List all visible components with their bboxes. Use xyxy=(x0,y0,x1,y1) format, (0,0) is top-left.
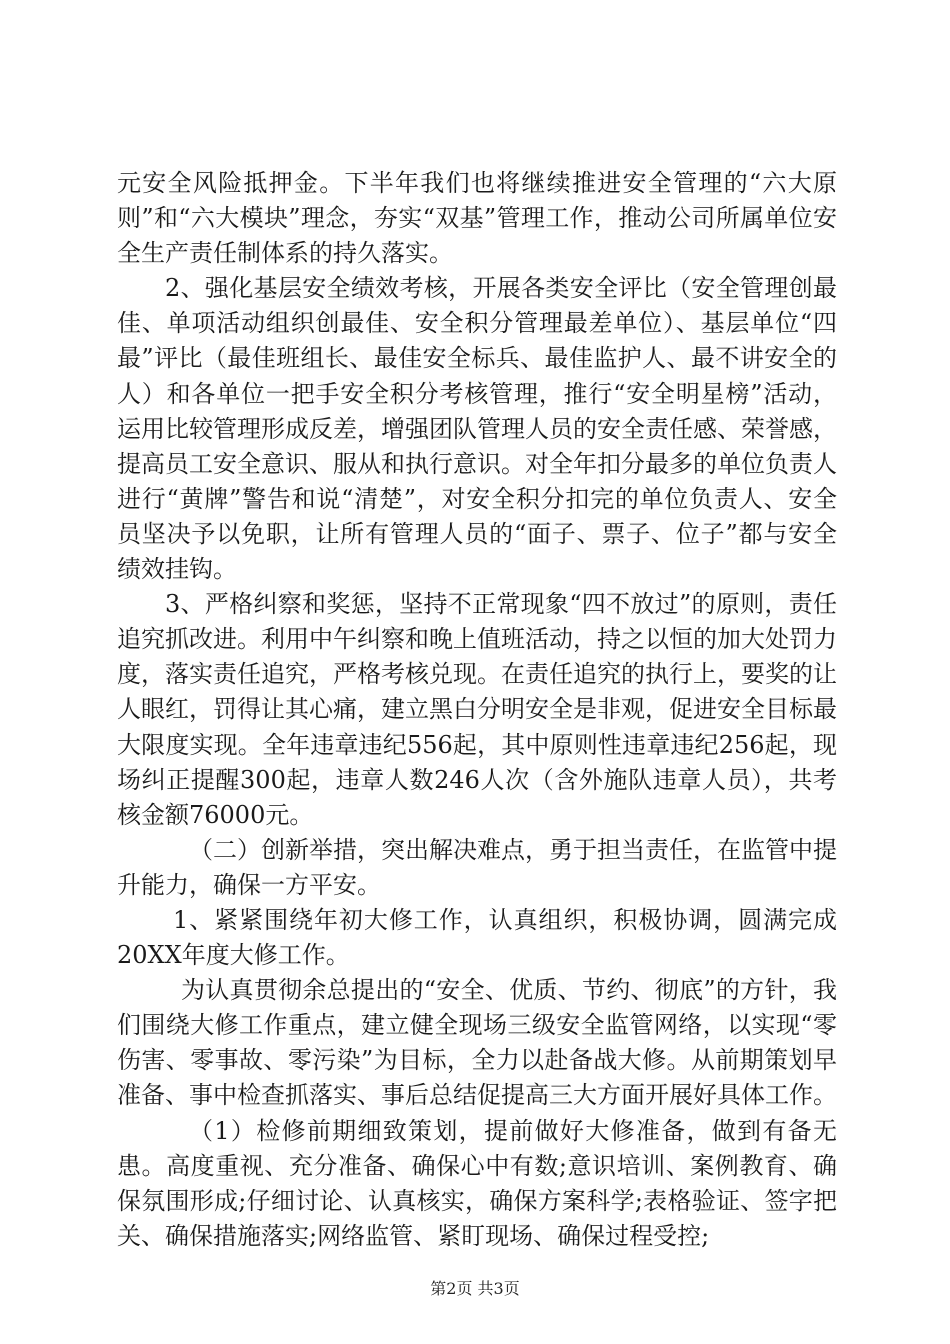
paragraph-item-2: 2、强化基层安全绩效考核，开展各类安全评比（安全管理创最佳、单项活动组织创最佳、安全积分管理最差单位）、基层单位“四最”评比（最佳班组长、最佳安全标兵、最佳监护人、最不讲安全的人）和各单位一把手安全积分考核管理，推行“安全明星榜”活动，运用比较管理形成反差，增强团队管理人员的安全责任感、荣誉感，提高员工安全意识、服从和执行意识。对全年扣分最多的单位负责人进行“黄牌”警告和说“清楚”，对安全积分扣完的单位负责人、安全员坚决予以免职，让所有管理人员的“面子、票子、位子”都与安全绩效挂钩。 xyxy=(117,274,837,584)
paragraph-continuation: 元安全风险抵押金。下半年我们也将继续推进安全管理的“六大原则”和“六大模块”理念，夯实“双基”管理工作，推动公司所属单位安全生产责任制体系的持久落实。 xyxy=(117,169,837,268)
paragraph-overhaul-policy: 为认真贯彻余总提出的“安全、优质、节约、彻底”的方针，我们围绕大修工作重点，建立健全现场三级安全监管网络，以实现“零伤害、零事故、零污染”为目标，全力以赴备战大修。从前期策划早准备、事中检查抓落实、事后总结促提高三大方面开展好具体工作。 xyxy=(117,976,837,1110)
document-body xyxy=(117,166,837,1254)
paragraph-sub-item-1-1: （1）检修前期细致策划，提前做好大修准备，做到有备无患。高度重视、充分准备、确保心中有数;意识培训、案例教育、确保氛围形成;仔细讨论、认真核实，确保方案科学;表格验证、签字把关、确保措施落实;网络监管、紧盯现场、确保过程受控; xyxy=(117,1116,837,1250)
paragraph-item-3: 3、严格纠察和奖惩，坚持不正常现象“四不放过”的原则，责任追究抓改进。利用中午纠察和晚上值班活动，持之以恒的加大处罚力度，落实责任追究，严格考核兑现。在责任追究的执行上，要奖的让人眼红，罚得让其心痛，建立黑白分明安全是非观，促进安全目标最大限度实现。全年违章违纪556起，其中原则性违章违纪256起，现场纠正提醒300起，违章人数246人次（含外施队违章人员），共考核金额76000元。 xyxy=(117,590,837,829)
section-heading-2: （二）创新举措，突出解决难点，勇于担当责任，在监管中提升能力，确保一方平安。 xyxy=(117,835,837,899)
page-footer: 第2页 共3页 xyxy=(430,1279,520,1298)
paragraph-sub-item-1: 1、紧紧围绕年初大修工作，认真组织，积极协调，圆满完成20XX年度大修工作。 xyxy=(117,905,837,970)
